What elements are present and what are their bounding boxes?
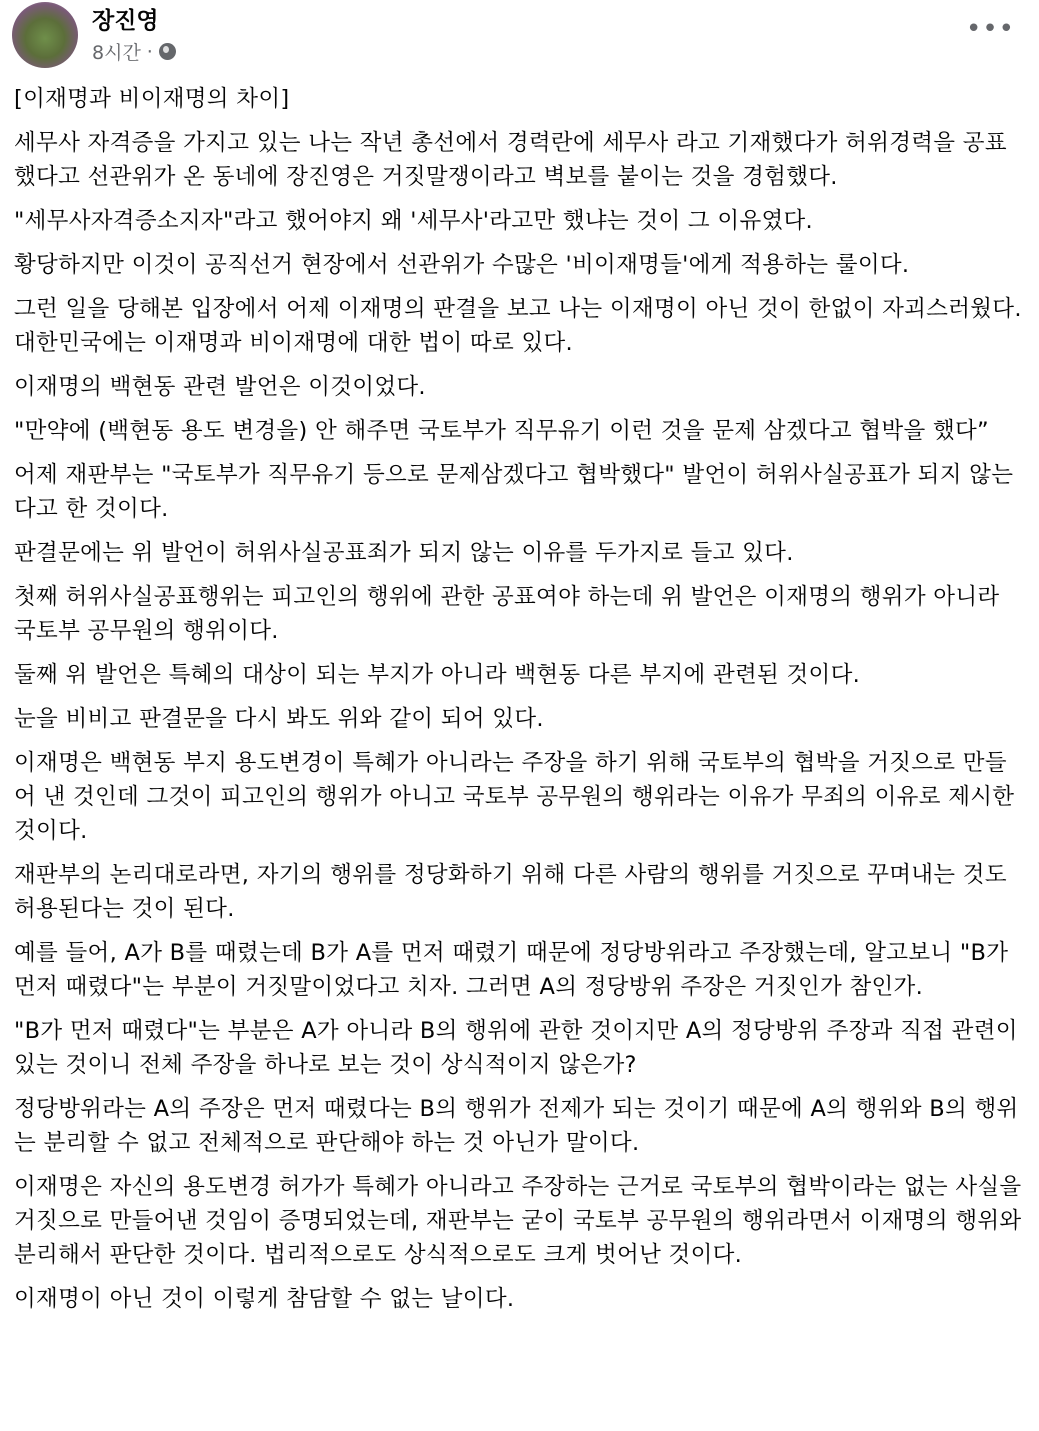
post-paragraph: 이재명은 백현동 부지 용도변경이 특혜가 아니라는 주장을 하기 위해 국토부의 협박을 거짓으로 만들어 낸 것인데 그것이 피고인의 행위가 아니고 국토부 공무원의 행위라는 이유가 무죄의 이유로 제시한 것이다.: [14, 750, 1015, 844]
avatar[interactable]: [12, 2, 78, 68]
globe-icon[interactable]: [159, 43, 176, 60]
post-paragraph: 예를 들어, A가 B를 때렸는데 B가 A를 먼저 때렸기 때문에 정당방위라고 주장했는데, 알고보니 "B가 먼저 때렸다"는 부분이 거짓말이었다고 치자. 그러면 A의 정당방위 주장은 거짓인가 참인가.: [14, 940, 1009, 1000]
post-time[interactable]: 8시간: [92, 42, 141, 64]
post-paragraph: 판결문에는 위 발언이 허위사실공표죄가 되지 않는 이유를 두가지로 들고 있다.: [14, 540, 794, 566]
post-body: [0, 82, 1039, 1316]
more-icon[interactable]: •••: [965, 14, 1015, 44]
post-paragraph: 황당하지만 이것이 공직선거 현장에서 선관위가 수많은 '비이재명들'에게 적용하는 룰이다.: [14, 252, 910, 278]
post-paragraph: 세무사 자격증을 가지고 있는 나는 작년 총선에서 경력란에 세무사 라고 기재했다가 허위경력을 공표했다고 선관위가 온 동네에 장진영은 거짓말쟁이라고 벽보를 붙이는 것을 경험했다.: [14, 130, 1007, 190]
post-header: [0, 0, 1039, 82]
post-paragraph: "B가 먼저 때렸다"는 부분은 A가 아니라 B의 행위에 관한 것이지만 A의 정당방위 주장과 직접 관련이 있는 것이니 전체 주장을 하나로 보는 것이 상식적이지 않은가?: [14, 1018, 1018, 1078]
post-paragraph: "만약에 (백현동 용도 변경을) 안 해주면 국토부가 직무유기 이런 것을 문제 삼겠다고 협박을 했다”: [14, 418, 989, 444]
post-paragraph: 어제 재판부는 "국토부가 직무유기 등으로 문제삼겠다고 협박했다" 발언이 허위사실공표가 되지 않는다고 한 것이다.: [14, 462, 1014, 522]
post-title: [이재명과 비이재명의 차이]: [14, 86, 290, 112]
post-meta: [92, 38, 176, 65]
post-paragraph: 이재명이 아닌 것이 이렇게 참담할 수 없는 날이다.: [14, 1286, 515, 1312]
post-paragraph: 첫째 허위사실공표행위는 피고인의 행위에 관한 공표여야 하는데 위 발언은 이재명의 행위가 아니라 국토부 공무원의 행위이다.: [14, 584, 1000, 644]
post-paragraph: 둘째 위 발언은 특혜의 대상이 되는 부지가 아니라 백현동 다른 부지에 관련된 것이다.: [14, 662, 861, 688]
post-paragraph: 이재명은 자신의 용도변경 허가가 특혜가 아니라고 주장하는 근거로 국토부의 협박이라는 없는 사실을 거짓으로 만들어낸 것임이 증명되었는데, 재판부는 굳이 국토부 공무원의 행위라면서 이재명의 행위와 분리해서 판단한 것이다. 법리적으로도 상식적으로도 크게 벗어난 것이다.: [14, 1174, 1022, 1268]
post-paragraph: 재판부의 논리대로라면, 자기의 행위를 정당화하기 위해 다른 사람의 행위를 거짓으로 꾸며내는 것도 허용된다는 것이 된다.: [14, 862, 1007, 922]
separator: ·: [146, 40, 153, 63]
post-paragraph: 그런 일을 당해본 입장에서 어제 이재명의 판결을 보고 나는 이재명이 아닌 것이 한없이 자괴스러웠다. 대한민국에는 이재명과 비이재명에 대한 법이 따로 있다.: [14, 296, 1022, 356]
author-name[interactable]: 장진영: [92, 8, 159, 34]
post-paragraph: 정당방위라는 A의 주장은 먼저 때렸다는 B의 행위가 전제가 되는 것이기 때문에 A의 행위와 B의 행위는 분리할 수 없고 전체적으로 판단해야 하는 것 아닌가 말이다.: [14, 1096, 1019, 1156]
post-paragraph: "세무사자격증소지자"라고 했어야지 왜 '세무사'라고만 했냐는 것이 그 이유였다.: [14, 208, 814, 234]
post-paragraph: 이재명의 백현동 관련 발언은 이것이었다.: [14, 374, 426, 400]
post-paragraph: 눈을 비비고 판결문을 다시 봐도 위와 같이 되어 있다.: [14, 706, 544, 732]
